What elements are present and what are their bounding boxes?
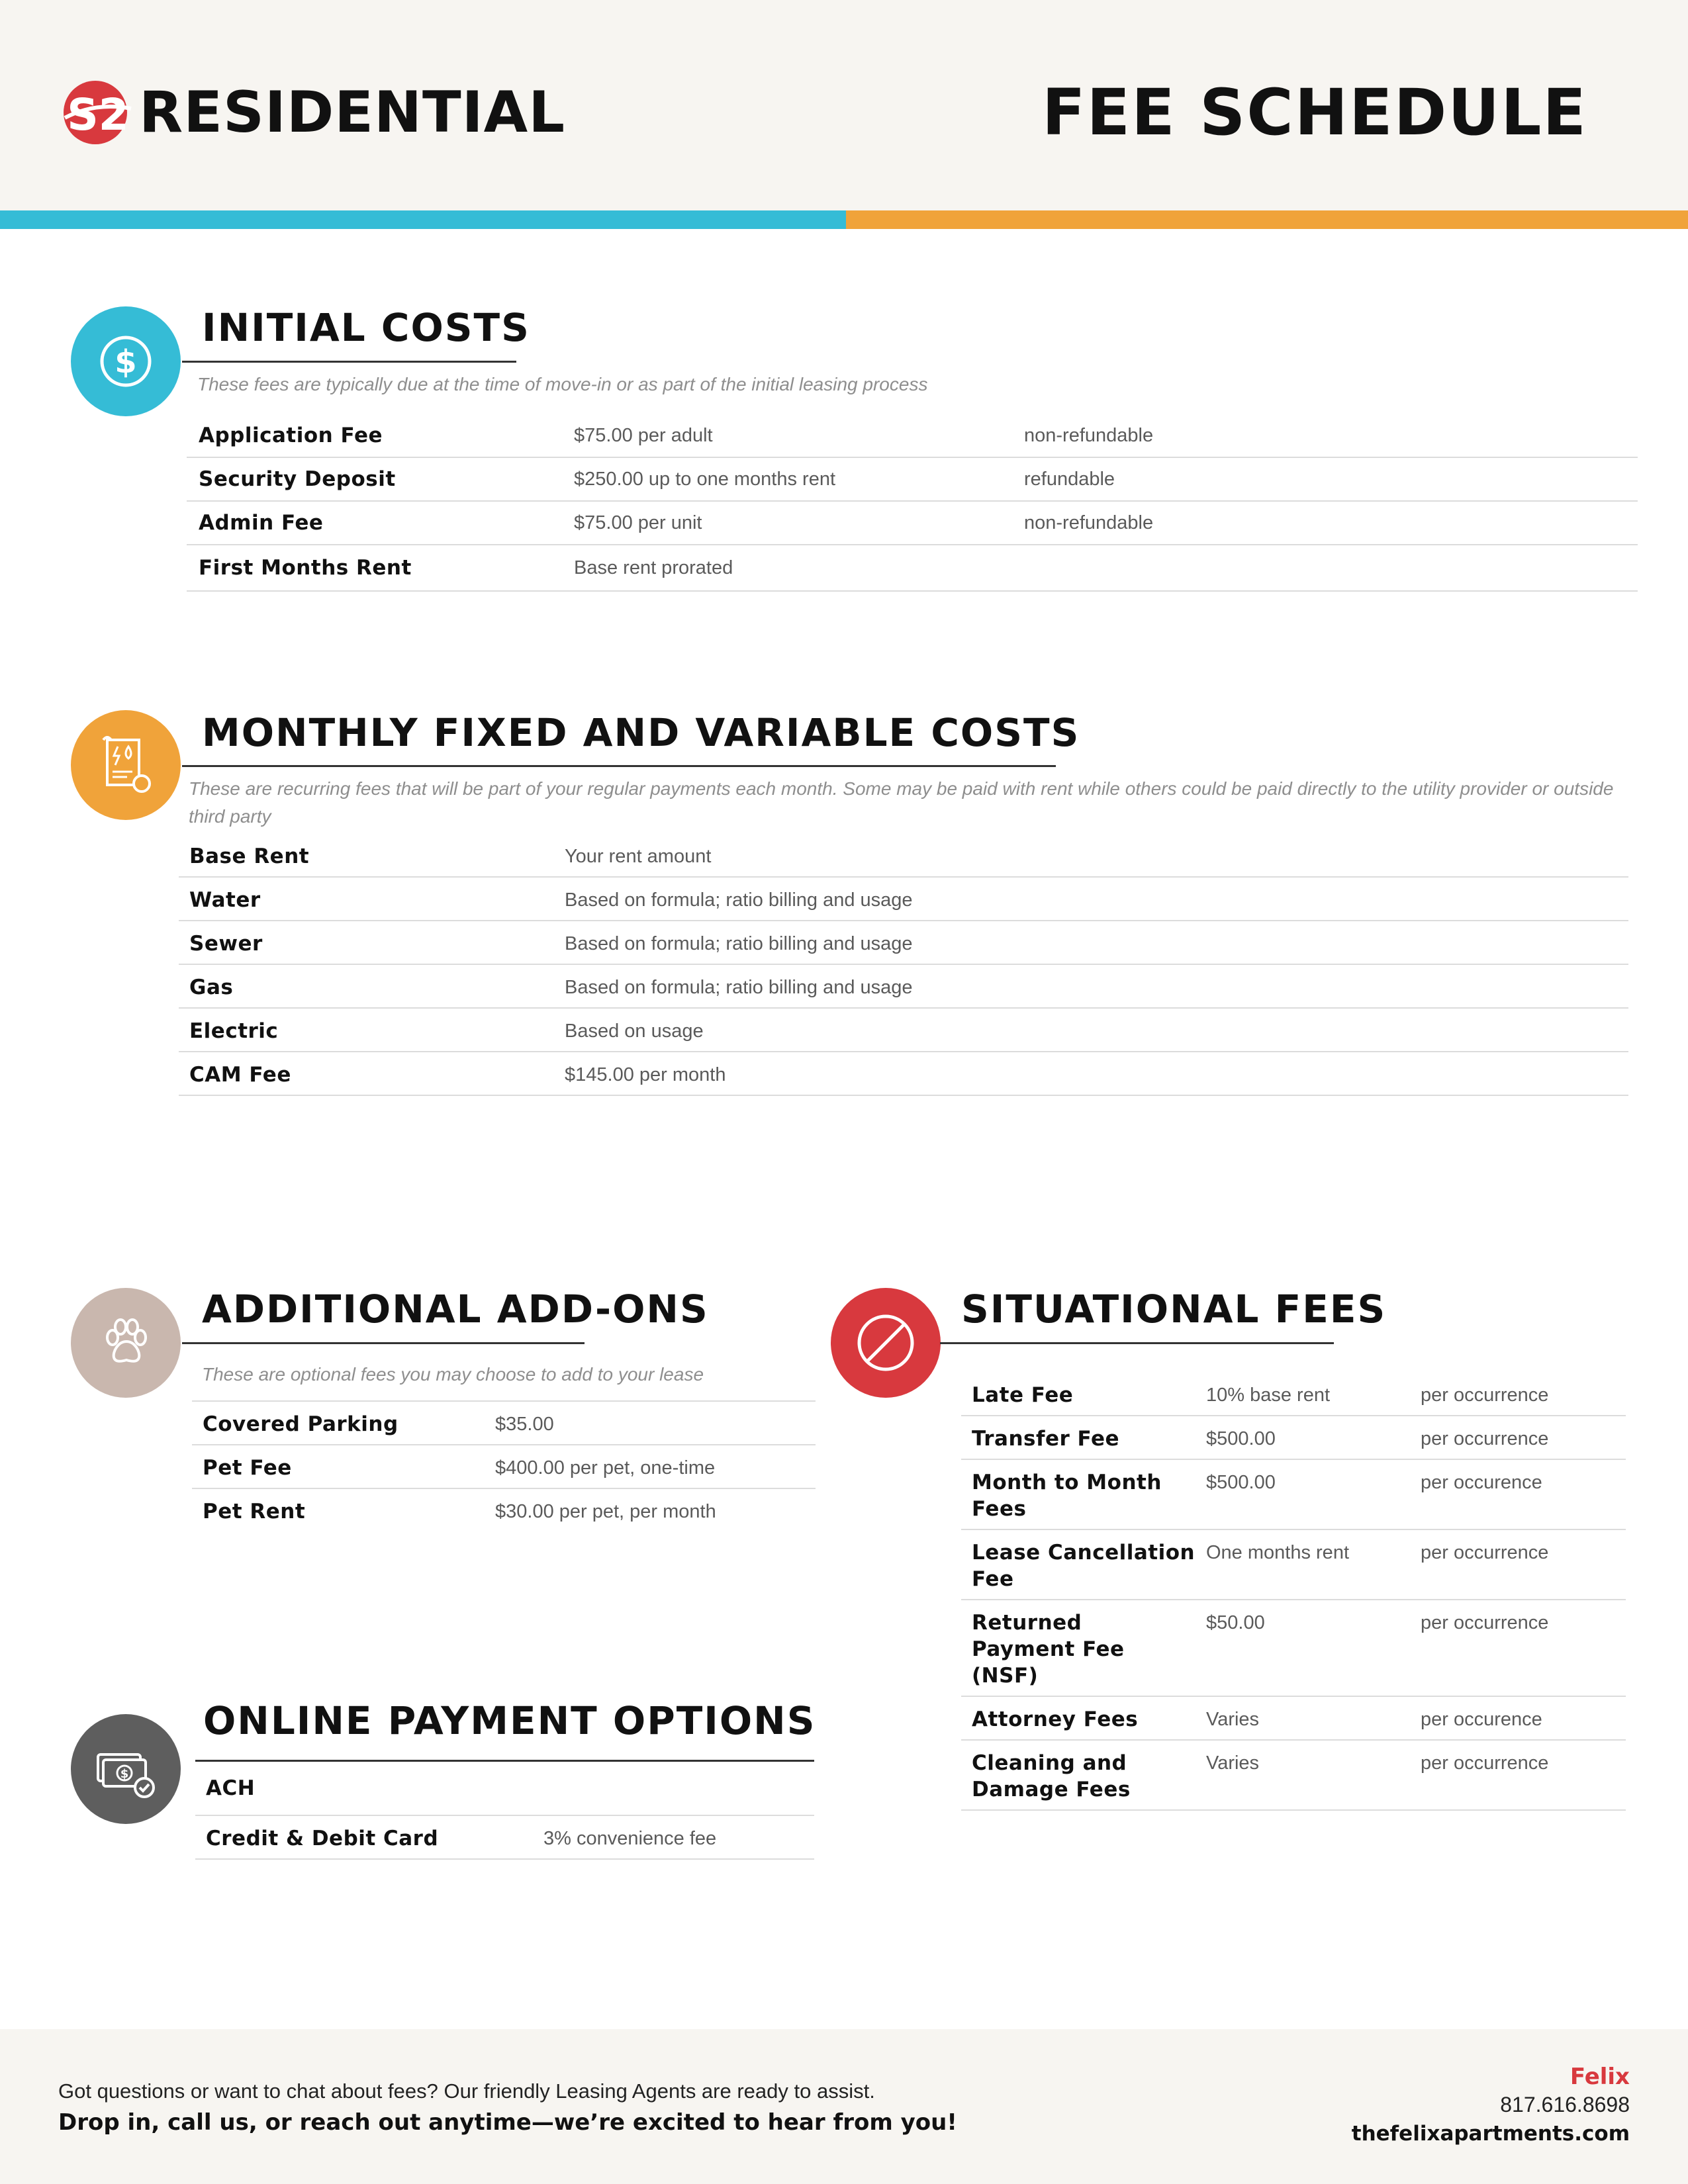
- header-stripe-blue: [0, 210, 846, 229]
- table-row: [961, 1530, 1626, 1600]
- table-row: [195, 1764, 814, 1816]
- fee-label: Attorney Fees: [972, 1707, 1139, 1731]
- fee-amount: $75.00 per unit: [574, 512, 702, 533]
- table-row: [961, 1741, 1626, 1811]
- payment-method-value: 3% convenience fee: [543, 1828, 717, 1849]
- cost-value: Based on formula; ratio billing and usage: [565, 933, 913, 954]
- monthly-costs-subtitle: These are recurring fees that will be part of your regular payments each month. Some may be paid with rent while others could be paid directly to the utility provider or outside third party: [189, 778, 1614, 827]
- header-stripe-orange: [846, 210, 1688, 229]
- cost-label: Sewer: [189, 932, 263, 956]
- table-row: [192, 1445, 816, 1489]
- page-footer: [0, 2029, 1688, 2184]
- initial-costs-title: INITIAL COSTS: [202, 305, 530, 350]
- s2-logo-icon: [61, 75, 135, 150]
- table-row: [179, 965, 1628, 1009]
- fee-frequency: per occurrence: [1421, 1428, 1549, 1449]
- table-row: [179, 921, 1628, 965]
- dollar-icon: [96, 332, 156, 391]
- fee-amount: $50.00: [1206, 1612, 1265, 1633]
- fee-amount: $250.00 up to one months rent: [574, 469, 836, 490]
- page-title: FEE SCHEDULE: [1041, 75, 1587, 150]
- fee-frequency: per occurence: [1421, 1472, 1542, 1493]
- fee-frequency: per occurrence: [1421, 1542, 1549, 1563]
- fee-label: Returned Payment Fee (NSF): [972, 1611, 1125, 1688]
- addon-label: Pet Fee: [203, 1456, 292, 1480]
- add-ons-rule: [182, 1342, 585, 1344]
- addon-label: Pet Rent: [203, 1500, 306, 1524]
- initial-costs-subtitle: These fees are typically due at the time of move-in or as part of the initial leasing process: [197, 374, 928, 394]
- situational-fees-rule: [940, 1342, 1334, 1344]
- situational-fees-badge: [831, 1288, 941, 1398]
- situational-fees-title: SITUATIONAL FEES: [961, 1287, 1387, 1332]
- fee-label: Admin Fee: [199, 511, 324, 535]
- svg-text:$: $: [120, 1767, 129, 1781]
- property-name: Felix: [1570, 2064, 1630, 2090]
- cost-label: Electric: [189, 1019, 279, 1043]
- footer-message: Got questions or want to chat about fees? Our friendly Leasing Agents are ready to assist.: [58, 2079, 875, 2103]
- addon-label: Covered Parking: [203, 1412, 399, 1436]
- footer-call-to-action: Drop in, call us, or reach out anytime—we’re excited to hear from you!: [58, 2109, 957, 2136]
- online-payment-title: ONLINE PAYMENT OPTIONS: [203, 1698, 816, 1743]
- add-ons-table: [192, 1400, 816, 1533]
- cost-label: Base Rent: [189, 844, 310, 868]
- cost-value: Based on formula; ratio billing and usage: [565, 977, 913, 998]
- table-row: [179, 878, 1628, 921]
- table-row: [961, 1416, 1626, 1460]
- fee-note: non-refundable: [1024, 425, 1154, 446]
- table-row: [961, 1600, 1626, 1697]
- fee-amount: $500.00: [1206, 1428, 1276, 1449]
- table-row: [192, 1489, 816, 1533]
- fee-amount: One months rent: [1206, 1542, 1349, 1563]
- addon-value: $400.00 per pet, one-time: [495, 1457, 716, 1479]
- initial-costs-rule: [182, 361, 516, 363]
- monthly-costs-badge: [71, 710, 181, 820]
- fee-frequency: per occurrence: [1421, 1385, 1549, 1406]
- table-row: [961, 1460, 1626, 1530]
- fee-label: First Months Rent: [199, 556, 412, 580]
- cost-label: Water: [189, 888, 261, 912]
- add-ons-subtitle: These are optional fees you may choose to add to your lease: [202, 1364, 704, 1385]
- fee-amount: 10% base rent: [1206, 1385, 1331, 1406]
- utility-bill-icon: [94, 733, 158, 797]
- fee-label: Cleaning and Damage Fees: [972, 1751, 1131, 1801]
- svg-text:$: $: [115, 343, 137, 381]
- table-row: [961, 1697, 1626, 1741]
- initial-costs-table: [187, 414, 1638, 592]
- fee-amount: $75.00 per adult: [574, 425, 713, 446]
- initial-costs-badge: [71, 306, 181, 416]
- addon-value: $30.00 per pet, per month: [495, 1501, 716, 1522]
- website-link[interactable]: thefelixapartments.com: [1351, 2122, 1630, 2146]
- paw-icon: [94, 1311, 158, 1375]
- fee-frequency: per occurrence: [1421, 1752, 1549, 1774]
- svg-text:S2: S2: [67, 89, 129, 140]
- logo-wordmark: RESIDENTIAL: [139, 79, 566, 146]
- online-payment-table: [195, 1764, 814, 1860]
- fee-amount: $500.00: [1206, 1472, 1276, 1493]
- cost-label: Gas: [189, 976, 234, 999]
- table-row: [179, 1009, 1628, 1052]
- monthly-costs-title: MONTHLY FIXED AND VARIABLE COSTS: [202, 710, 1080, 755]
- fee-label: Security Deposit: [199, 467, 396, 491]
- monthly-costs-table: [179, 834, 1628, 1096]
- online-payment-badge: [71, 1714, 181, 1824]
- table-row: [192, 1402, 816, 1445]
- table-row: [187, 458, 1638, 502]
- addon-value: $35.00: [495, 1414, 554, 1435]
- table-row: [961, 1374, 1626, 1416]
- fee-frequency: per occurrence: [1421, 1612, 1549, 1633]
- fee-label: Month to Month Fees: [972, 1471, 1162, 1521]
- fee-label: Application Fee: [199, 424, 383, 447]
- monthly-costs-rule: [182, 765, 1056, 767]
- payment-method-label: ACH: [206, 1776, 256, 1800]
- table-row: [179, 834, 1628, 878]
- table-row: [179, 1052, 1628, 1096]
- prohibited-icon: [853, 1310, 919, 1376]
- cost-value: $145.00 per month: [565, 1064, 726, 1085]
- online-payment-rule: [195, 1760, 814, 1762]
- add-ons-title: ADDITIONAL ADD-ONS: [202, 1287, 709, 1332]
- cost-value: Based on formula; ratio billing and usage: [565, 889, 913, 911]
- fee-label: Transfer Fee: [972, 1427, 1120, 1451]
- company-logo: [61, 74, 565, 151]
- situational-fees-table: [961, 1374, 1626, 1811]
- fee-amount: Varies: [1206, 1752, 1260, 1774]
- table-row: [187, 545, 1638, 592]
- fee-note: non-refundable: [1024, 512, 1154, 533]
- fee-amount: Varies: [1206, 1709, 1260, 1730]
- cost-value: Your rent amount: [565, 846, 712, 867]
- payment-cash-icon: [91, 1735, 160, 1803]
- cost-label: CAM Fee: [189, 1063, 291, 1087]
- table-row: [187, 414, 1638, 458]
- table-row: [195, 1816, 814, 1860]
- payment-method-label: Credit & Debit Card: [206, 1827, 439, 1850]
- phone-link[interactable]: 817.616.8698: [1500, 2093, 1630, 2116]
- fee-amount: Base rent prorated: [574, 557, 733, 578]
- add-ons-badge: [71, 1288, 181, 1398]
- fee-label: Late Fee: [972, 1383, 1074, 1407]
- table-row: [187, 502, 1638, 545]
- cost-value: Based on usage: [565, 1021, 704, 1042]
- fee-label: Lease Cancellation Fee: [972, 1541, 1196, 1591]
- fee-note: refundable: [1024, 469, 1115, 490]
- fee-frequency: per occurence: [1421, 1709, 1542, 1730]
